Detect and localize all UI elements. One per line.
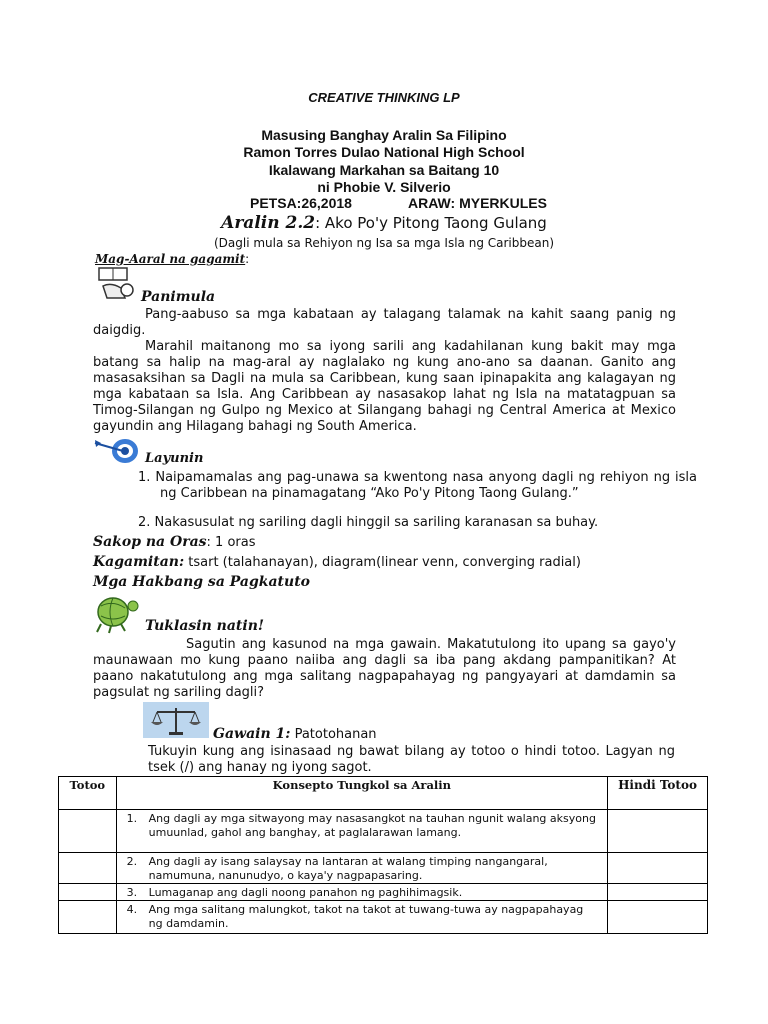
tuklasin-paragraph: Sagutin ang kasunod na mga gawain. Makatutulong ito upang sa gayo'y maunawaan mo kung paano naiiba ang dagli sa iba pang akdang pampanitikan? At paano nakatutulong ang mga salitang nagpapahayag ng pangyayari at damdamin sa pagsulat ng sariling dagli? — [93, 637, 676, 700]
totoo-cell[interactable] — [59, 901, 117, 934]
concept-cell — [116, 884, 607, 901]
panimula-paragraph-2: Marahil maitanong mo sa iyong sarili ang kadahilanan kung bakit may mga batang sa halip na mag-aral ay naglalako ng kung ano-ano sa daanan. Ganito ang masasaksihan sa Dagli na mula sa Caribbean, kung saan ipinapakita ang kalagayan ng mga kabataan sa Isla. Ang Caribbean ay nasasakop lahat ng Isla na matatagpuan sa Timog-Silangan ng Gulpo ng Mexico at Silangang bahagi ng Central America at Mexico gayundin ang Hilagang bahagi ng South America. — [93, 339, 676, 434]
layunin-item-1: 1. Naipamamalas ang pag-unawa sa kwentong nasa anyong dagli ng rehiyon ng isla ng Caribbean na pinamagatang “Ako Po'y Pitong Taong Gulang.” — [138, 470, 697, 501]
target-icon — [93, 437, 141, 465]
hindi-totoo-cell[interactable] — [608, 810, 708, 853]
hindi-totoo-cell[interactable] — [608, 884, 708, 901]
kagamitan-label: Kagamitan: — [93, 554, 185, 570]
lesson-label: Aralin 2.2 — [221, 213, 316, 233]
header-konsepto: Konsepto Tungkol sa Aralin — [116, 777, 607, 810]
hindi-totoo-cell[interactable] — [608, 853, 708, 884]
sakop-value: : 1 oras — [206, 535, 256, 550]
row-number: 4. — [126, 903, 138, 916]
table-row — [59, 853, 708, 884]
lesson-title — [0, 213, 768, 233]
row-number: 2. — [126, 855, 138, 868]
lesson-title-text: : Ako Po'y Pitong Taong Gulang — [315, 214, 547, 232]
kagamitan-value: tsart (talahanayan), diagram(linear venn, converging radial) — [184, 555, 581, 570]
materials-heading — [95, 252, 249, 266]
row-number: 1. — [126, 812, 138, 825]
materials-colon: : — [245, 252, 250, 266]
date-label: PETSA:26,2018 — [250, 195, 352, 211]
layunin-heading: Layunin — [145, 451, 204, 466]
hindi-totoo-cell[interactable] — [608, 901, 708, 934]
tuklasin-heading: Tuklasin natin! — [145, 618, 265, 634]
panimula-heading: Panimula — [141, 289, 216, 305]
materials-heading-text: Mag-Aaral na gagamit — [95, 252, 246, 266]
sakop-label: Sakop na Oras — [93, 534, 207, 550]
gawain-instructions: Tukuyin kung ang isinasaad ng bawat bilang ay totoo o hindi totoo. Lagyan ng tsek (/) ang hanay ng iyong sagot. — [148, 744, 675, 775]
header-hindi-totoo: Hindi Totoo — [608, 777, 708, 810]
day-label: ARAW: MYERKULES — [408, 195, 547, 211]
header-line-1: Masusing Banghay Aralin Sa Filipino — [261, 127, 507, 143]
header-line-4: ni Phobie V. Silverio — [317, 179, 451, 195]
scales-icon — [143, 702, 209, 738]
concept-cell — [116, 853, 607, 884]
concept-cell — [116, 810, 607, 853]
header-totoo: Totoo — [59, 777, 117, 810]
table-row — [59, 810, 708, 853]
row-number: 3. — [126, 886, 138, 899]
document-title: CREATIVE THINKING LP — [308, 90, 460, 105]
gawain-heading — [213, 726, 377, 742]
header-line-2: Ramon Torres Dulao National High School — [243, 144, 525, 160]
header-line-3: Ikalawang Markahan sa Baitang 10 — [268, 162, 500, 178]
table-row — [59, 901, 708, 934]
totoo-cell[interactable] — [59, 884, 117, 901]
row-text: Lumaganap ang dagli noong panahon ng paghihimagsik. — [148, 886, 463, 899]
row-text: Ang dagli ay mga sitwayong may nasasangkot na tauhan ngunit walang aksyong umuunlad, gahol ang banghay, at paglalarawan lamang. — [148, 812, 596, 839]
row-text: Ang mga salitang malungkot, takot na takot at tuwang-tuwa ay nagpapahayag ng damdamin. — [148, 903, 584, 930]
concept-cell — [116, 901, 607, 934]
concept-table — [58, 776, 708, 934]
layunin-item-2: 2. Nakasusulat ng sariling dagli hinggil sa sariling karanasan sa buhay. — [138, 515, 599, 530]
totoo-cell[interactable] — [59, 810, 117, 853]
book-icon — [95, 266, 139, 302]
gawain-title: Patotohanan — [290, 727, 377, 742]
hakbang-heading: Mga Hakbang sa Pagkatuto — [93, 574, 310, 590]
sakop-oras — [93, 534, 255, 550]
table-header-row — [59, 777, 708, 810]
lesson-subtitle: (Dagli mula sa Rehiyon ng Isa sa mga Isla ng Caribbean) — [213, 236, 555, 250]
panimula-paragraph-1: Pang-aabuso sa mga kabataan ay talagang talamak na kahit saang panig ng daigdig. — [93, 307, 676, 338]
totoo-cell[interactable] — [59, 853, 117, 884]
row-text: Ang dagli ay isang salaysay na lantaran at walang timping nangangaral, namumuna, nanunudyo, o kaya'y nagpapasaring. — [148, 855, 548, 882]
kagamitan — [93, 554, 581, 570]
globe-icon — [91, 594, 141, 634]
gawain-label: Gawain 1: — [213, 726, 291, 742]
table-row — [59, 884, 708, 901]
